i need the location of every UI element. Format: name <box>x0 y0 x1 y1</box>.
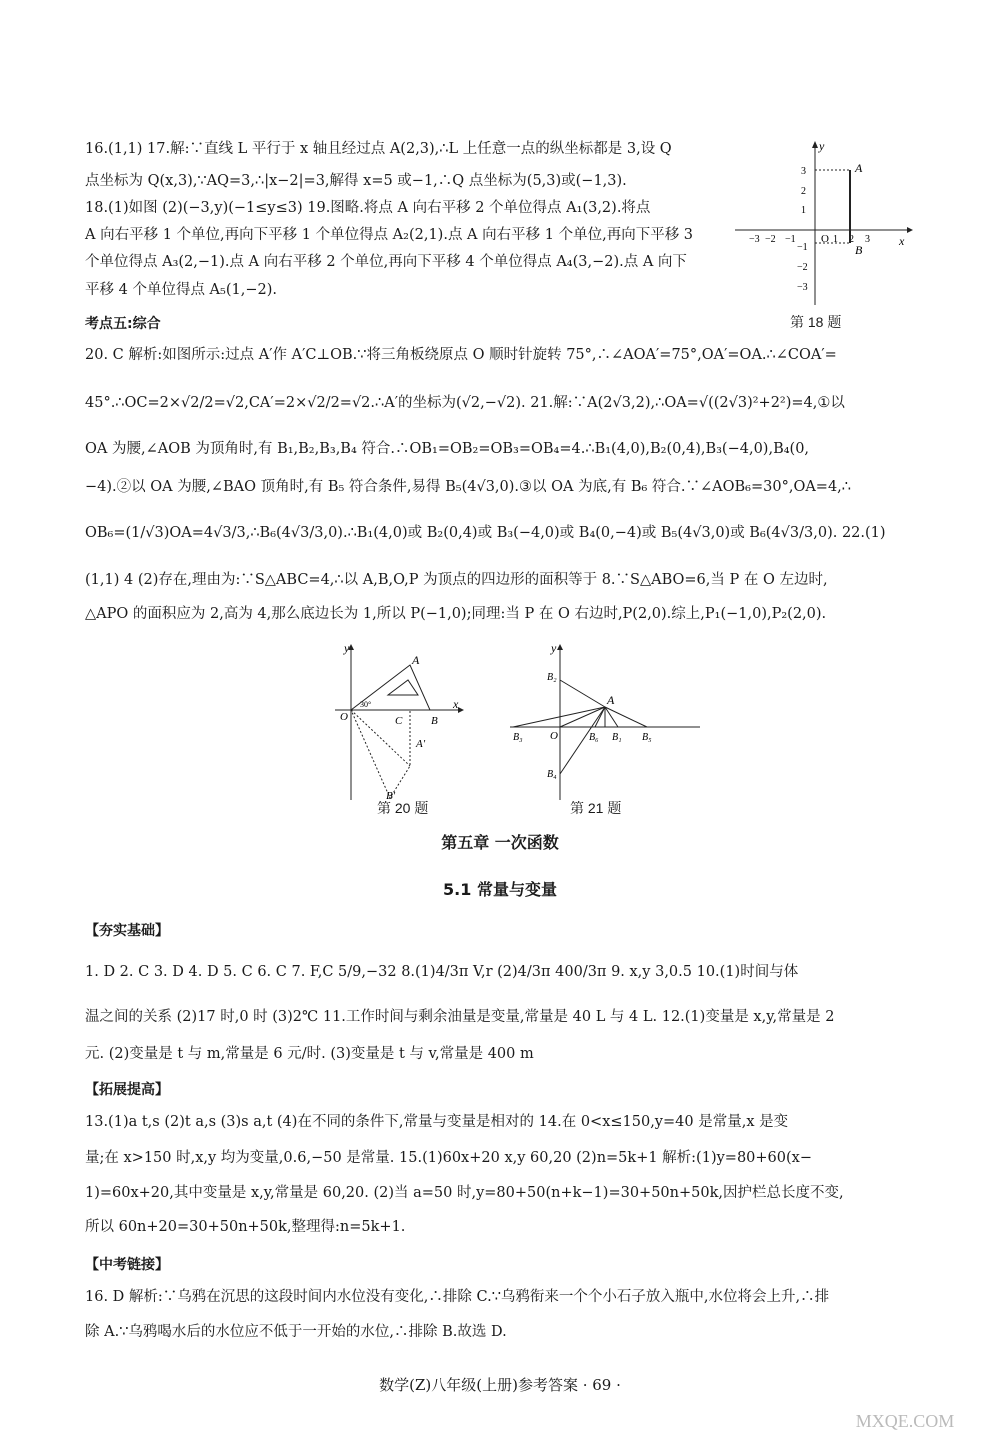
answer-line-19c: 个单位得点 A₃(2,−1).点 A 向右平移 2 个单位,再向下平移 4 个单位得点 A₄(3,−2).点 A 向下 <box>85 254 687 270</box>
fig21-label-a: A <box>607 693 615 707</box>
answer-line-20b-21: 45°.∴OC=2×√2/2=√2,CA′=2×√2/2=√2.∴A′的坐标为(√2,−√2). 21.解:∵A(2√3,2),∴OA=√((2√3)²+2²)=4,①以 <box>85 395 845 411</box>
fig18-point-b: B <box>855 243 863 257</box>
fig18-ytick: 3 <box>801 166 806 177</box>
extend-line-1: 13.(1)a t,s (2)t a,s (3)s a,t (4)在不同的条件下,常量与变量是相对的 14.在 0<x≤150,y=40 是常量,x 是变 <box>85 1114 789 1130</box>
fig18-xtick: −2 <box>765 234 776 245</box>
basics-line-2: 温之间的关系 (2)17 时,0 时 (3)2℃ 11.工作时间与剩余油量是变量,常量是 40 L 与 4 L. 12.(1)变量是 x,y,常量是 2 <box>85 1009 835 1025</box>
basics-line-1: 1. D 2. C 3. D 4. D 5. C 6. C 7. F,C 5/9,−32 8.(1)4/3π V,r (2)4/3π 400/3π 9. x,y 3,0.5 10.(1)时间与体 <box>85 964 799 980</box>
fig20-label-a-prime: A′ <box>416 738 426 750</box>
extend-line-3: 1)=60x+20,其中变量是 x,y,常量是 60,20. (2)当 a=50 时,y=80+50(n+k−1)=30+50n+50k,因护栏总长度不变, <box>85 1185 844 1201</box>
fig21-label-b1: B₁ <box>612 732 622 743</box>
fig20-label-b: B <box>431 715 438 727</box>
answer-line-19d: 平移 4 个单位得点 A₅(1,−2). <box>85 282 277 298</box>
fig20-label-y: y <box>344 641 350 655</box>
fig18-point-a: A <box>855 161 863 175</box>
fig18-xtick: 3 <box>865 234 870 245</box>
fig18-ytick: 1 <box>801 205 806 216</box>
page-footer: 数学(Z)八年级(上册)参考答案 · 69 · <box>379 1376 621 1394</box>
answer-line-16-17: 16.(1,1) 17.解:∵直线 L 平行于 x 轴且经过点 A(2,3),∴L 上任意一点的纵坐标都是 3,设 Q <box>85 141 672 157</box>
fig20-caption: 第 20 题 <box>377 800 429 816</box>
answer-line-22c: △APO 的面积应为 2,高为 4,那么底边长为 1,所以 P(−1,0);同理:当 P 在 O 右边时,P(2,0).综上,P₁(−1,0),P₂(2,0). <box>85 606 827 622</box>
chapter-title: 第五章 一次函数 <box>441 833 559 852</box>
fig21-label-b4: B₄ <box>547 769 557 780</box>
subsection-title: 5.1 常量与变量 <box>443 880 557 899</box>
section-title-extend: 【拓展提高】 <box>85 1082 169 1098</box>
fig20-label-c: C <box>395 715 403 727</box>
fig21-label-y: y <box>551 641 557 655</box>
fig18-xtick: −1 <box>785 234 796 245</box>
answer-line-19b: A 向右平移 1 个单位,再向下平移 1 个单位得点 A₂(2,1).点 A 向右平移 1 个单位,再向下平移 3 <box>85 227 694 243</box>
fig21-caption: 第 21 题 <box>570 800 622 816</box>
section-title-exam: 【中考链接】 <box>85 1257 169 1273</box>
fig21-label-b3: B₃ <box>513 732 523 743</box>
fig18-x-label: x <box>899 234 905 248</box>
fig21-label-b6: B₆ <box>589 732 599 743</box>
figure-18 <box>735 140 915 310</box>
fig18-ytick: −1 <box>797 242 808 253</box>
fig20-label-o: O <box>340 711 348 723</box>
fig21-label-b2: B₂ <box>547 672 557 683</box>
basics-line-3: 元. (2)变量是 t 与 m,常量是 6 元/时. (3)变量是 t 与 v,常量是 400 m <box>85 1046 534 1062</box>
fig20-label-x: x <box>453 697 459 711</box>
extend-line-4: 所以 60n+20=30+50n+50k,整理得:n=5k+1. <box>85 1219 406 1235</box>
fig20-label-b-prime: B′ <box>386 790 396 802</box>
fig18-xtick: 2 <box>849 234 854 245</box>
fig18-xtick: −3 <box>749 234 760 245</box>
exam-line-2: 除 A.∵乌鸦喝水后的水位应不低于一开始的水位,∴排除 B.故选 D. <box>85 1324 507 1340</box>
answer-line-21c: −4).②以 OA 为腰,∠BAO 顶角时,有 B₅ 符合条件,易得 B₅(4√3,0).③以 OA 为底,有 B₆ 符合.∵∠AOB₆=30°,OA=4,∴ <box>85 479 852 495</box>
exam-line-1: 16. D 解析:∵乌鸦在沉思的这段时间内水位没有变化,∴排除 C.∵乌鸦衔来一个个小石子放入瓶中,水位将会上升,∴排 <box>85 1289 830 1305</box>
watermark-text: MXQE.COM <box>855 1411 955 1431</box>
fig18-origin: O <box>821 233 829 245</box>
answer-line-18-19: 18.(1)如图 (2)(−3,y)(−1≤y≤3) 19.图略.将点 A 向右平移 2 个单位得点 A₁(3,2).将点 <box>85 200 651 216</box>
fig21-label-o: O <box>550 730 558 742</box>
section-title-basics: 【夯实基础】 <box>85 923 169 939</box>
fig20-label-a: A <box>412 653 420 667</box>
fig18-ytick: 2 <box>801 186 806 197</box>
fig21-label-b5: B₅ <box>642 732 652 743</box>
fig18-ytick: −3 <box>797 282 808 293</box>
figure-20 <box>330 640 470 805</box>
watermark-logo <box>830 1375 980 1435</box>
fig18-y-label: y <box>819 140 825 153</box>
extend-line-2: 量;在 x>150 时,x,y 均为变量,0.6,−50 是常量. 15.(1)60x+20 x,y 60,20 (2)n=5k+1 解析:(1)y=80+60(x− <box>85 1150 812 1166</box>
figure-21 <box>505 640 705 805</box>
fig18-caption: 第 18 题 <box>790 314 842 330</box>
fig20-angle: 30° <box>360 700 372 709</box>
fig18-ytick: −2 <box>797 262 808 273</box>
section-title-comprehensive: 考点五:综合 <box>85 316 161 332</box>
fig18-xtick: 1 <box>833 234 838 245</box>
answer-line-20: 20. C 解析:如图所示:过点 A′作 A′C⊥OB.∵将三角板绕原点 O 顺时针旋转 75°,∴∠AOA′=75°,OA′=OA.∴∠COA′= <box>85 347 837 363</box>
answer-line-21d-22: OB₆=(1/√3)OA=4√3/3,∴B₆(4√3/3,0).∴B₁(4,0)或 B₂(0,4)或 B₃(−4,0)或 B₄(0,−4)或 B₅(4√3,0)或 B₆(4√3/3,0). 22.(1) <box>85 525 886 541</box>
answer-line-22b: (1,1) 4 (2)存在,理由为:∵S△ABC=4,∴以 A,B,O,P 为顶点的四边形的面积等于 8.∵S△ABO=6,当 P 在 O 左边时, <box>85 572 828 588</box>
answer-line-17b: 点坐标为 Q(x,3),∵AQ=3,∴|x−2|=3,解得 x=5 或−1,∴Q 点坐标为(5,3)或(−1,3). <box>85 173 627 189</box>
answer-line-21b: OA 为腰,∠AOB 为顶角时,有 B₁,B₂,B₃,B₄ 符合.∴OB₁=OB₂=OB₃=OB₄=4.∴B₁(4,0),B₂(0,4),B₃(−4,0),B₄(0, <box>85 441 810 457</box>
